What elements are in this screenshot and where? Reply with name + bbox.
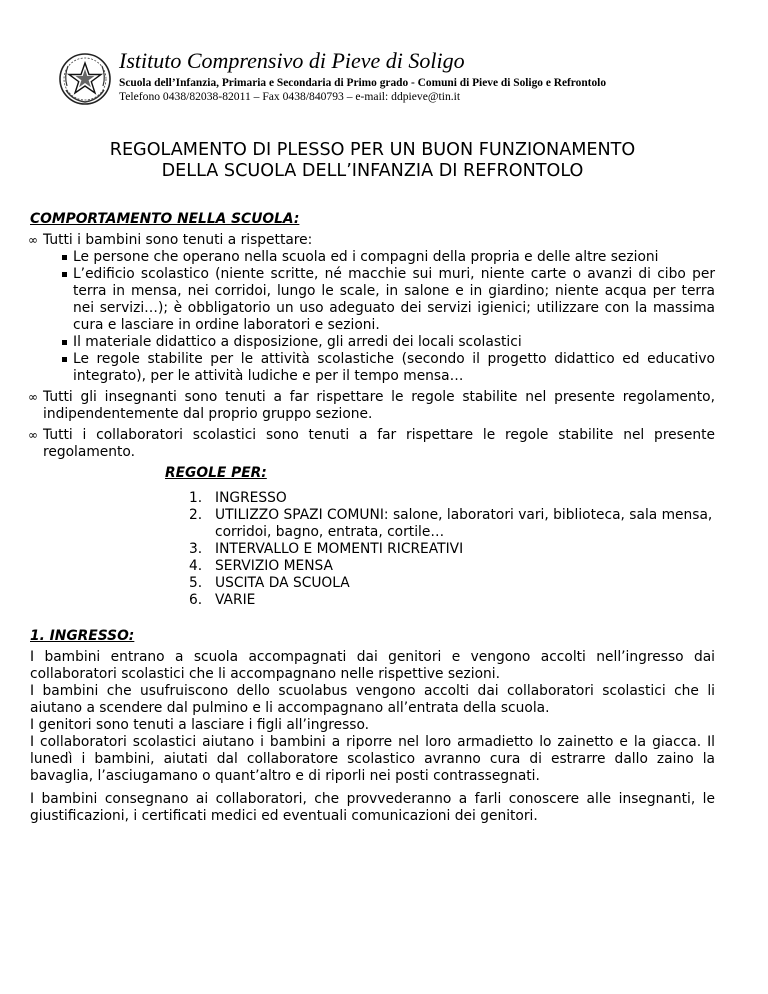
paragraph: I collaboratori scolastici aiutano i bambini a riporre nel loro armadietto lo zainetto e la giacca. Il lunedì i bambini, aiutati dal collaboratore scolastico avranno cura di estrarre dallo zaino la bavaglia, l’asciugamano o quant’altro e di riporli nei posti contrassegnati. [30,734,715,784]
paragraph: I bambini consegnano ai collaboratori, che provvederanno a farli conoscere alle insegnanti, le giustificazioni, i certificati medici ed eventuali comunicazioni dei genitori. [30,791,715,824]
sub-list-item: Le regole stabilite per le attività scolastiche (secondo il progetto didattico ed educativo integrato), per le attività ludiche e per il tempo mensa… [43,351,715,385]
paragraph: I bambini entrano a scuola accompagnati dai genitori e vengono accolti nell’ingresso dai collaboratori scolastici che li accompagnano nelle rispettive sezioni. [30,649,715,682]
section-heading-regole: REGOLE PER: [165,465,267,481]
section-heading-comportamento: COMPORTAMENTO NELLA SCUOLA: [30,211,300,227]
sub-list-item: Le persone che operano nella scuola ed i compagni della propria e delle altre sezioni [43,249,715,266]
item-text: SERVIZIO MENSA [215,558,333,574]
document-title-line-1: REGOLAMENTO DI PLESSO PER UN BUON FUNZIONAMENTO [109,140,636,160]
list-item [30,389,715,423]
list-item [189,592,715,609]
list-item [189,558,715,575]
comportamento-list [30,232,715,461]
document-title [30,140,715,182]
paragraph: I genitori sono tenuti a lasciare i figli all’ingresso. [30,717,370,733]
sub-list-item: L’edificio scolastico (niente scritte, né macchie sui muri, niente carte o avanzi di cibo per terra in mensa, nei corridoi, lungo le scale, in salone e in giardino; niente acqua per terra nei servizi…); è obbligatorio un uso adeguato dei servizi igienici; utilizzare con la massima cura e lasciare in ordine laboratori e sezioni. [43,266,715,334]
item-text: USCITA DA SCUOLA [215,575,350,591]
sub-list-item: Il materiale didattico a disposizione, gli arredi dei locali scolastici [43,334,715,351]
italian-republic-emblem-icon [58,52,112,106]
item-number: 2. [189,507,203,523]
paragraph: I bambini che usufruiscono dello scuolabus vengono accolti dai collaboratori scolastici che li aiutano a scendere dal pulmino e li accompagnano all’entrata della scuola. [30,683,715,716]
section-heading-ingresso: 1. INGRESSO: [30,628,135,644]
list-item [189,541,715,558]
document-body [30,140,715,825]
regole-list [165,490,715,609]
institute-contacts-line: Telefono 0438/82038-82011 – Fax 0438/840793 – e-mail: ddpieve@tin.it [119,90,461,103]
item-text: INGRESSO [215,490,287,506]
infinity-bullet-icon: ∞ [28,428,38,442]
list-item [189,575,715,592]
list-item [189,490,715,507]
infinity-bullet-icon: ∞ [28,390,38,404]
section-ingresso [30,628,715,825]
institute-schools-line: Scuola dell’Infanzia, Primaria e Secondaria di Primo grado - Comuni di Pieve di Soligo e Refrontolo [119,77,607,89]
document-title-line-2: DELLA SCUOLA DELL’INFANZIA DI REFRONTOLO [161,161,584,181]
item-text: UTILIZZO SPAZI COMUNI: salone, laboratori vari, biblioteca, sala mensa, corridoi, bagno, entrata, cortile… [215,507,713,540]
list-item-text: Tutti gli insegnanti sono tenuti a far rispettare le regole stabilite nel presente regolamento, indipendentemente dal proprio gruppo sezione. [43,389,715,422]
item-text: VARIE [215,592,256,608]
item-number: 3. [189,541,203,557]
regole-block [165,465,715,609]
list-item-text: Tutti i collaboratori scolastici sono tenuti a far rispettare le regole stabilite nel presente regolamento. [43,427,715,460]
list-item [189,507,715,541]
list-item [30,232,715,385]
sub-list [43,249,715,385]
infinity-bullet-icon: ∞ [28,233,38,247]
item-text: INTERVALLO E MOMENTI RICREATIVI [215,541,464,557]
institute-name: Istituto Comprensivo di Pieve di Soligo [119,48,465,73]
item-number: 6. [189,592,203,608]
list-item-text: Tutti i bambini sono tenuti a rispettare: [43,232,313,248]
letterhead [58,48,738,108]
item-number: 1. [189,490,203,506]
list-item [30,427,715,461]
item-number: 4. [189,558,203,574]
item-number: 5. [189,575,203,591]
